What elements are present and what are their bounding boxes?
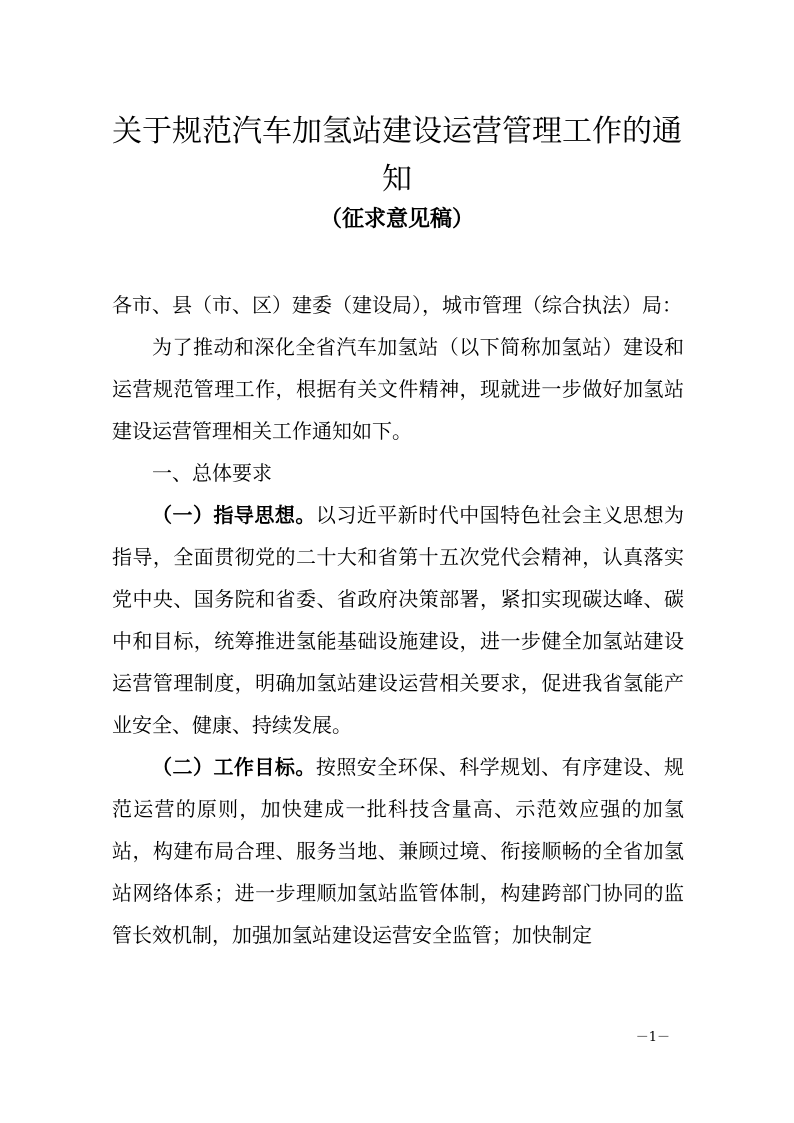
section-heading: 一、总体要求 <box>152 461 272 485</box>
intro-paragraph: 为了推动和深化全省汽车加氢站（以下简称加氢站）建设和运营规范管理工作，根据有关文件精神，现就进一步做好加氢站建设运营管理相关工作通知如下。 <box>112 335 684 443</box>
document-body <box>112 284 684 956</box>
document-title: 关于规范汽车加氢站建设运营管理工作的通知 <box>112 114 682 197</box>
paragraph-text: 以习近平新时代中国特色社会主义思想为指导，全面贯彻党的二十大和省第十五次党代会精神，认真落实党中央、国务院和省委、省政府决策部署，紧扣实现碳达峰、碳中和目标，统筹推进氢能基础设施建设，进一步健全加氢站建设运营管理制度，明确加氢站建设运营相关要求，促进我省氢能产业安全、健康、持续发展。 <box>112 503 685 737</box>
salutation: 各市、县（市、区）建委（建设局），城市管理（综合执法）局： <box>112 293 682 317</box>
document-subtitle: （征求意见稿） <box>319 206 474 232</box>
paragraph-lead: （一）指导思想。 <box>152 503 316 527</box>
paragraph-lead: （二）工作目标。 <box>152 755 316 779</box>
paragraph-work-goals <box>112 746 684 956</box>
paragraph-guiding-ideology <box>112 494 684 746</box>
paragraph-text: 按照安全环保、科学规划、有序建设、规范运营的原则，加快建成一批科技含量高、示范效应强的加氢站，构建布局合理、服务当地、兼顾过境、衔接顺畅的全省加氢站网络体系；进一步理顺加氢站监管体制，构建跨部门协同的监管长效机制，加强加氢站建设运营安全监管；加快制定 <box>112 755 685 947</box>
page-number: －1－ <box>635 1030 670 1045</box>
